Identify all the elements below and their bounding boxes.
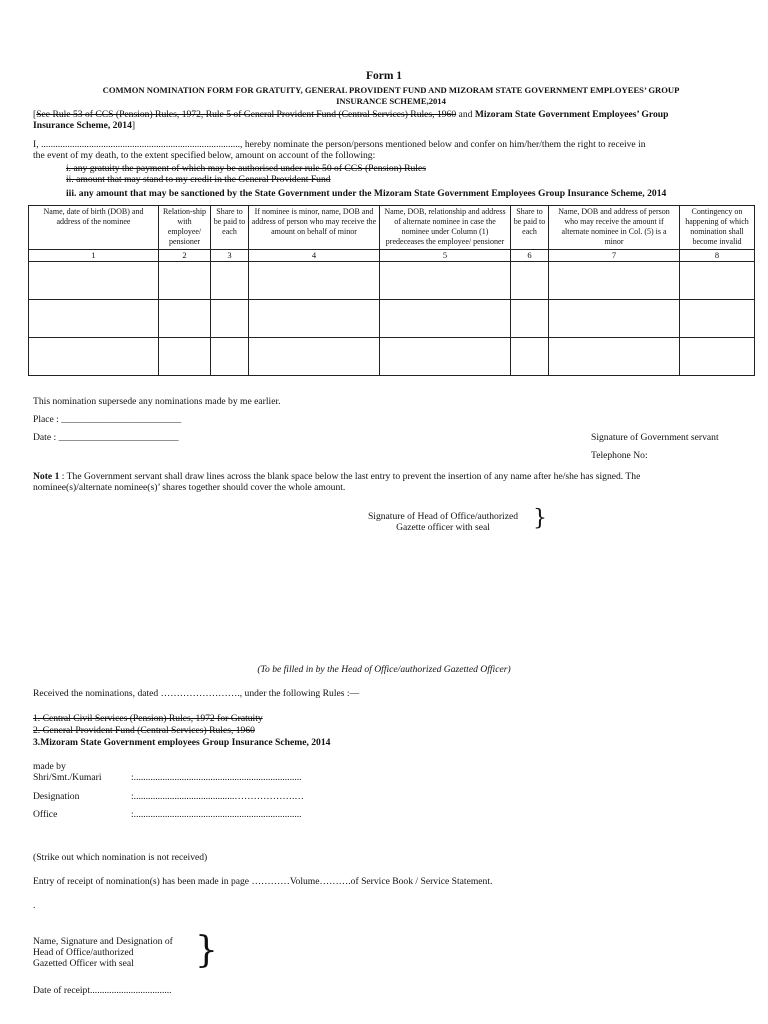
received-nominations: Received the nominations, dated ……………………., under the following Rules :— (33, 688, 360, 699)
column-number-row (29, 250, 755, 262)
intro-text (33, 139, 758, 161)
intro-line1: I, ..................................................................................., hereby nominate the person/persons mentioned below and confer on him/her/them the right to receive in (33, 139, 646, 150)
table-cell[interactable] (211, 300, 249, 338)
rule-bold-b: Insurance Scheme, 2014 (33, 120, 132, 131)
designation-field[interactable]: :..........................................……………….… (131, 791, 304, 802)
table-cell[interactable] (380, 262, 511, 300)
office-rule-3: 3.Mizoram State Government employees Group Insurance Scheme, 2014 (33, 737, 331, 748)
header-relationship: Relation-ship with employee/ pensioner (159, 206, 211, 250)
office-field[interactable]: :...................................................................... (131, 809, 302, 820)
strike-out-note: (Strike out which nomination is not received) (33, 852, 208, 863)
rule-and: and (456, 109, 475, 120)
intro-line2: the event of my death, to the extent specified below, amount on account of the following: (33, 150, 376, 161)
column-number: 4 (249, 250, 380, 262)
table-cell[interactable] (29, 262, 159, 300)
table-cell[interactable] (211, 338, 249, 376)
telephone-field[interactable]: Telephone No: (591, 450, 648, 461)
form-subtitle (28, 85, 754, 107)
entry-of-receipt: Entry of receipt of nomination(s) has been made in page …………Volume……….of Service Book / Service Statement. (33, 876, 493, 887)
item-ii: ii. amount that may stand to my credit in the General Provident Fund (66, 174, 331, 185)
header-share: Share to be paid to each (211, 206, 249, 250)
stray-dot: . (33, 900, 36, 911)
office-label: Office (33, 809, 58, 820)
rule-bold-a: Mizoram State Government Employees’ Group (474, 109, 669, 120)
note-text-2: nominee(s)/alternate nominee(s)’ shares together should cover the whole amount. (33, 482, 346, 493)
office-fill-note: (To be filled in by the Head of Office/authorized Gazetted Officer) (257, 664, 511, 675)
table-cell[interactable] (29, 338, 159, 376)
brace-icon: } (195, 930, 218, 971)
rule-close: ] (131, 120, 136, 131)
office-rule-2: 2. General Provident Fund (Central Services) Rules, 1960 (33, 725, 255, 736)
column-number: 5 (380, 250, 511, 262)
column-number: 2 (159, 250, 211, 262)
name-sig-line2: Head of Office/authorized (33, 947, 134, 958)
shri-label: Shri/Smt./Kumari (33, 772, 102, 783)
rule-open: [ (33, 109, 37, 120)
table-cell[interactable] (159, 262, 211, 300)
header-alternate-minor: Name, DOB and address of person who may receive the amount if alternate nominee in Col. (5) is a minor (549, 206, 680, 250)
column-number: 6 (511, 250, 549, 262)
table-cell[interactable] (249, 300, 380, 338)
column-number: 7 (549, 250, 680, 262)
date-of-receipt[interactable]: Date of receipt.................................. (33, 985, 172, 996)
table-cell[interactable] (549, 262, 680, 300)
signature-head-line2: Gazette officer with seal (396, 522, 490, 533)
rule-struck: See Rule 53 of CCS (Pension) Rules, 1972, Rule 5 of General Provident Fund (Central Services) Rules, 1960 (36, 109, 457, 120)
item-iii: iii. any amount that may be sanctioned by the State Government under the Mizoram State Government Employees Group Insurance Scheme, 2014 (66, 188, 667, 199)
table-cell[interactable] (511, 262, 549, 300)
header-alternate-nominee: Name, DOB, relationship and address of alternate nominee in case the nominee under Column (1) predeceases the employee/ pensioner (380, 206, 511, 250)
header-contingency: Contingency on happening of which nomination shall become invalid (680, 206, 755, 250)
header-minor-guardian: If nominee is minor, name, DOB and address of person who may receive the amount on behalf of minor (249, 206, 380, 250)
nomination-table (28, 205, 755, 376)
table-cell[interactable] (249, 338, 380, 376)
column-number: 1 (29, 250, 159, 262)
header-alternate-share: Share to be paid to each (511, 206, 549, 250)
place-field[interactable]: Place : _________________________ (33, 414, 182, 425)
table-cell[interactable] (549, 300, 680, 338)
header-nominee: Name, date of birth (DOB) and address of the nominee (29, 206, 159, 250)
rule-reference (33, 109, 758, 131)
table-row (29, 300, 755, 338)
item-i: i. any gratuity the payment of which may be authorised under rule 50 of CCS (Pension) Rules (66, 163, 426, 174)
table-cell[interactable] (29, 300, 159, 338)
table-cell[interactable] (159, 338, 211, 376)
form-subtitle-line1: COMMON NOMINATION FORM FOR GRATUITY, GENERAL PROVIDENT FUND AND MIZORAM STATE GOVERNMENT EMPLOYEES’ GROUP (102, 85, 680, 95)
signature-head-office (348, 511, 538, 533)
column-number: 8 (680, 250, 755, 262)
note-label: Note 1 (33, 471, 60, 482)
name-signature-designation (33, 936, 173, 969)
table-cell[interactable] (159, 300, 211, 338)
signature-govt-servant: Signature of Government servant (591, 432, 719, 443)
office-rule-1: 1. Central Civil Services (Pension) Rules, 1972 for Gratuity (33, 713, 263, 724)
date-field[interactable]: Date : _________________________ (33, 432, 179, 443)
table-cell[interactable] (680, 338, 755, 376)
table-cell[interactable] (249, 262, 380, 300)
table-cell[interactable] (680, 262, 755, 300)
table-cell[interactable] (511, 300, 549, 338)
supersede-text: This nomination supersede any nominations made by me earlier. (33, 396, 281, 407)
table-cell[interactable] (380, 300, 511, 338)
table-cell[interactable] (211, 262, 249, 300)
brace-icon: } (533, 506, 547, 531)
table-cell[interactable] (380, 338, 511, 376)
form-title: Form 1 (365, 70, 403, 82)
table-row (29, 262, 755, 300)
made-by-label: made by (33, 761, 66, 772)
note-1 (33, 471, 758, 493)
designation-label: Designation (33, 791, 80, 802)
table-row (29, 338, 755, 376)
table-cell[interactable] (549, 338, 680, 376)
column-number: 3 (211, 250, 249, 262)
table-cell[interactable] (680, 300, 755, 338)
table-header-row (29, 206, 755, 250)
form-subtitle-line2: INSURANCE SCHEME,2014 (336, 96, 446, 106)
note-text: : The Government servant shall draw lines across the blank space below the last entry to prevent the insertion of any name after he/she has signed. The (59, 471, 641, 482)
table-cell[interactable] (511, 338, 549, 376)
signature-head-line1: Signature of Head of Office/authorized (367, 511, 519, 522)
name-sig-line1: Name, Signature and Designation of (33, 936, 173, 947)
name-sig-line3: Gazetted Officer with seal (33, 958, 134, 969)
shri-field[interactable]: :...................................................................... (131, 772, 302, 783)
